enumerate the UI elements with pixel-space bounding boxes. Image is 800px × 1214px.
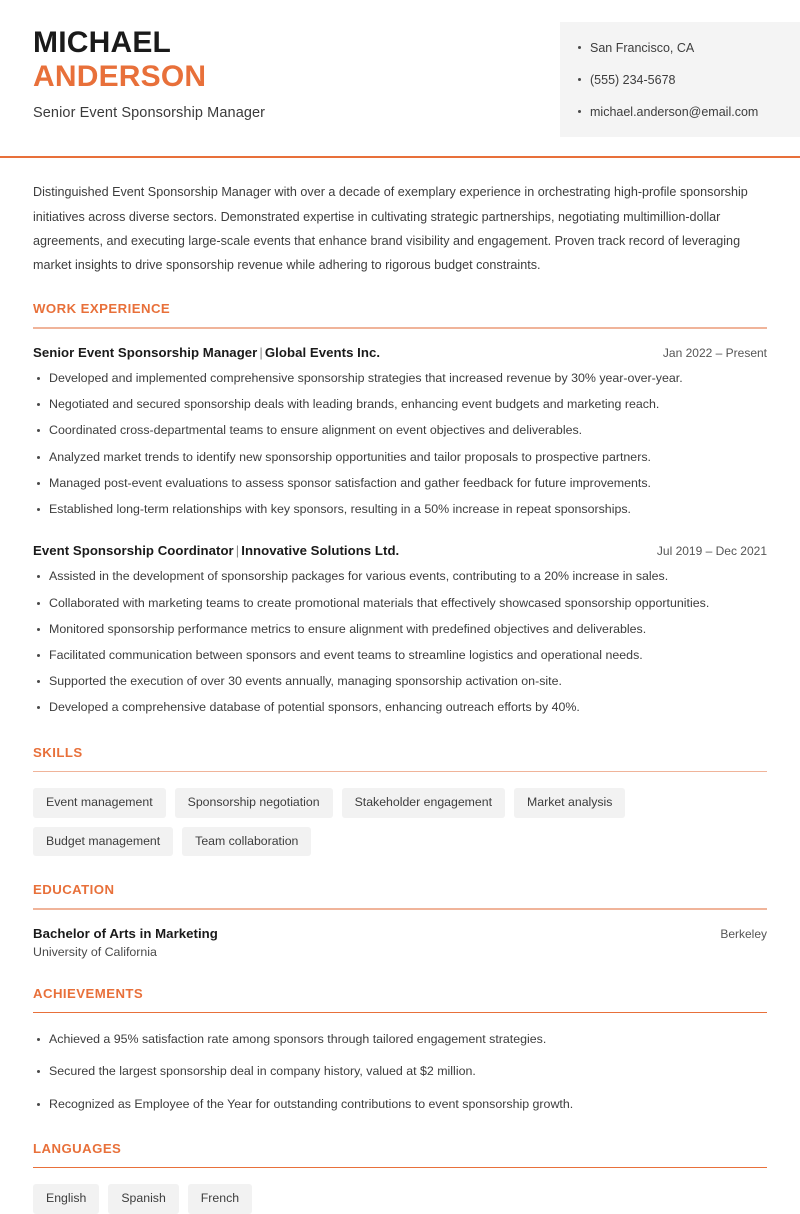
experience-role-company bbox=[33, 543, 399, 558]
education-entry-header bbox=[33, 926, 767, 941]
bullet-dot-icon bbox=[578, 46, 581, 49]
experience-date: Jan 2022 – Present bbox=[662, 346, 767, 361]
skill-chip: Team collaboration bbox=[182, 827, 311, 856]
section-divider bbox=[33, 908, 767, 910]
skill-chip: Event management bbox=[33, 788, 166, 817]
experience-bullet-list bbox=[33, 567, 767, 717]
language-chip: Spanish bbox=[108, 1184, 178, 1213]
experience-role: Senior Event Sponsorship Manager bbox=[33, 345, 258, 361]
skill-chip: Sponsorship negotiation bbox=[175, 788, 333, 817]
title-separator: | bbox=[259, 345, 263, 361]
contact-panel bbox=[560, 22, 800, 137]
section-title-work-experience: WORK EXPERIENCE bbox=[33, 301, 171, 317]
experience-entry bbox=[33, 543, 767, 717]
experience-role-company bbox=[33, 345, 380, 360]
bullet-dot-icon bbox=[578, 78, 581, 81]
section-divider bbox=[33, 327, 767, 329]
contact-email-value: michael.anderson@email.com bbox=[590, 104, 759, 119]
education-degree: Bachelor of Arts in Marketing bbox=[33, 925, 218, 941]
experience-entry-header bbox=[33, 345, 767, 360]
first-name: MICHAEL bbox=[33, 26, 172, 59]
contact-location bbox=[578, 39, 784, 58]
language-chip: English bbox=[33, 1184, 99, 1213]
list-item: Monitored sponsorship performance metrics to ensure alignment with predefined objectives and deliverables. bbox=[33, 620, 767, 639]
header-divider bbox=[0, 156, 800, 158]
languages-chip-list bbox=[33, 1184, 767, 1213]
section-divider bbox=[33, 1012, 767, 1014]
section-title-achievements: ACHIEVEMENTS bbox=[33, 985, 144, 1001]
contact-phone-value: (555) 234-5678 bbox=[590, 72, 676, 87]
list-item: Collaborated with marketing teams to create promotional materials that effectively showcased sponsorship opportunities. bbox=[33, 594, 767, 613]
job-title-subtitle: Senior Event Sponsorship Manager bbox=[33, 105, 266, 122]
resume-content bbox=[0, 180, 800, 1214]
experience-bullet-list bbox=[33, 369, 767, 519]
section-title-education: EDUCATION bbox=[33, 881, 115, 897]
list-item: Negotiated and secured sponsorship deals with leading brands, enhancing event budgets and marketing reach. bbox=[33, 395, 767, 414]
achievements-list bbox=[33, 1030, 767, 1114]
identity-block bbox=[0, 22, 265, 121]
section-title-languages: LANGUAGES bbox=[33, 1140, 122, 1156]
contact-location-value: San Francisco, CA bbox=[590, 41, 695, 55]
title-separator: | bbox=[235, 543, 240, 559]
contact-phone[interactable] bbox=[578, 71, 784, 90]
section-skills bbox=[33, 745, 767, 856]
language-chip: French bbox=[188, 1184, 252, 1213]
skill-chip: Market analysis bbox=[514, 788, 625, 817]
list-item: Supported the execution of over 30 events annually, managing sponsorship activation on-site. bbox=[33, 672, 767, 691]
section-divider bbox=[33, 1167, 767, 1169]
section-divider bbox=[33, 771, 767, 773]
section-education bbox=[33, 882, 767, 959]
experience-entry-header bbox=[33, 543, 767, 558]
last-name: ANDERSON bbox=[33, 60, 207, 94]
section-achievements bbox=[33, 986, 767, 1114]
education-location: Berkeley bbox=[720, 926, 767, 941]
education-entry bbox=[33, 926, 767, 959]
experience-company: Innovative Solutions Ltd. bbox=[241, 543, 400, 559]
contact-email[interactable] bbox=[578, 103, 784, 122]
list-item: Developed a comprehensive database of potential sponsors, enhancing outreach efforts by 40%. bbox=[33, 698, 767, 717]
list-item: Coordinated cross-departmental teams to ensure alignment on event objectives and deliverables. bbox=[33, 421, 767, 440]
list-item: Managed post-event evaluations to assess sponsor satisfaction and gather feedback for future improvements. bbox=[33, 474, 767, 493]
section-work-experience bbox=[33, 301, 767, 717]
skill-chip: Stakeholder engagement bbox=[342, 788, 505, 817]
list-item: Assisted in the development of sponsorship packages for various events, contributing to a 20% increase in sales. bbox=[33, 567, 767, 586]
list-item: Developed and implemented comprehensive sponsorship strategies that increased revenue by 30% year-over-year. bbox=[33, 369, 767, 388]
full-name bbox=[33, 26, 265, 94]
experience-date: Jul 2019 – Dec 2021 bbox=[656, 544, 767, 559]
section-title-skills: SKILLS bbox=[33, 744, 83, 760]
list-item: Facilitated communication between sponsors and event teams to streamline logistics and operational needs. bbox=[33, 646, 767, 665]
list-item: Achieved a 95% satisfaction rate among sponsors through tailored engagement strategies. bbox=[33, 1030, 767, 1049]
experience-role: Event Sponsorship Coordinator bbox=[33, 543, 234, 559]
section-languages bbox=[33, 1141, 767, 1214]
list-item: Recognized as Employee of the Year for outstanding contributions to event sponsorship growth. bbox=[33, 1095, 767, 1114]
list-item: Analyzed market trends to identify new sponsorship opportunities and tailor proposals to prospective partners. bbox=[33, 448, 767, 467]
resume-header bbox=[0, 0, 800, 137]
skill-chip: Budget management bbox=[33, 827, 173, 856]
list-item: Secured the largest sponsorship deal in company history, valued at $2 million. bbox=[33, 1062, 767, 1081]
bullet-dot-icon bbox=[578, 110, 581, 113]
education-school: University of California bbox=[33, 944, 157, 959]
experience-entry bbox=[33, 345, 767, 519]
skills-chip-list bbox=[33, 788, 767, 856]
list-item: Established long-term relationships with key sponsors, resulting in a 50% increase in repeat sponsorships. bbox=[33, 500, 767, 519]
experience-company: Global Events Inc. bbox=[264, 345, 381, 361]
professional-summary: Distinguished Event Sponsorship Manager with over a decade of exemplary experience in orchestrating high-profile sponsorship initiatives across diverse sectors. Demonstrated expertise in cultivating strategic partnerships, negotiating multimillion-dollar agreements, and executing large-scale events that enhance brand visibility and engagement. Proven track record of leveraging market insights to drive sponsorship revenue while adhering to rigorous budget constraints. bbox=[33, 185, 748, 273]
